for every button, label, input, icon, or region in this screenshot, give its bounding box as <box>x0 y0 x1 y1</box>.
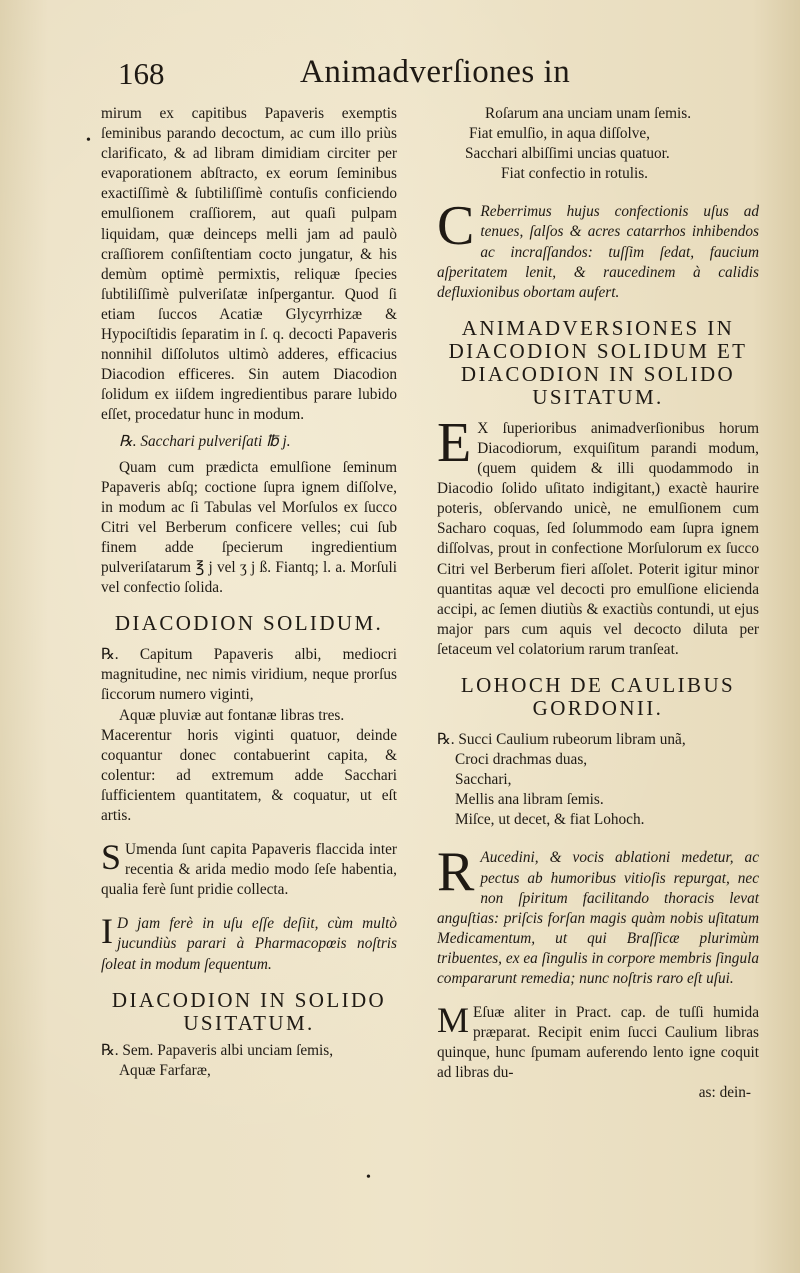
recipe-line: ℞. Sacchari pulveriſati ℔ j. <box>119 432 291 450</box>
paragraph: I D jam ferè in uſu eſſe deſiit, cùm multò jucundiùs parari à Pharmacopœis noſtris ſoleat in modum ſequentum. <box>101 911 397 973</box>
running-head: Animadverſiones in <box>300 54 571 90</box>
section-heading: LOHOCH DE CAULIBUS <box>460 672 736 697</box>
recipe-line: Mellis ana libram ſemis. <box>455 791 604 809</box>
paragraph: C Reberrimus hujus confectionis uſus ad tenues, ſalſos & acres catarrhos inhibendos ac incraſſandos: tuſſim ſedat, faucium aſperitatem lenit, & raucedinem à calidis defluxionibus obortam aufert. <box>437 195 759 301</box>
paragraph: S Umenda ſunt capita Papaveris flaccida inter recentia & arida medio modo ſeſe habentia, qualia ferè ſunt pridie collecta. <box>101 837 397 899</box>
section-heading: DIACODION IN SOLIDO <box>460 361 736 386</box>
section-heading: DIACODION IN SOLIDO <box>111 987 387 1012</box>
recipe-line: Aquæ Farfaræ, <box>119 1061 211 1079</box>
paragraph: M Eſuæ aliter in Pract. cap. de tuſſi humida præparat. Recipit enim ſucci Caulium libras quinque, hunc ſpumam auferendo lento igne coquit ad libras du- <box>437 1000 759 1082</box>
drop-cap: C <box>437 195 475 258</box>
paragraph: R Aucedini, & vocis ablationi medetur, ac pectus ab humoribus vitioſis repurgat, nec non ſpiritum facilitando thoracis levat anguſtias: priſcis forſan magis quàm nobis uſitatum Medicamentum, ut qui Braſſicæ plurimùm tribuentes, ex ea ſingulis in corpore membris ſingula compararunt remedia; nunc noſtris raro eſt uſui. <box>437 841 759 987</box>
paragraph: mirum ex capitibus Papaveris exemptis ſeminibus parando decoctum, ac cum illo priùs clarificato, & ad libram dimidiam circiter per evaporationem abſtracto, ex eorum ſeminibus exactiſſimè & ſubtiliſſimè contuſis conficiendo emulſionem craſſiorem, aut quaſi pulpam liquidam, quæ deinceps melli jam ad paulò craſſiorem conſiſtentiam cocto jungatur, & his demùm optimè permixtis, reliquæ ſpecies ſubtiliſſimè pulveriſatæ inſpergantur. Quod ſi etiam ſuccos Acatiæ Glycyrrhizæ & Hypociſtidis ſeparatim in ſ. q. decocti Papaveris nonnihil diſſolutos ultimò adderes, efficacius Diacodion efficeres. Sin autem Diacodion ſolidum ex iiſdem ingredientibus parare lubido eſſet, procedatur hunc in modum. <box>101 105 397 424</box>
recipe-line: Miſce, ut decet, & fiat Lohoch. <box>455 811 645 829</box>
recipe-line: Fiat confectio in rotulis. <box>501 165 648 183</box>
drop-cap: S <box>101 837 122 878</box>
paragraph: Quam cum prædicta emulſione ſeminum Papaveris abſq; coctione ſupra ignem diſſolve, in modum ac ſi Tabulas vel Morſulos ex ſucco Citri vel Berberum conficere velles; cui ſub finem adde ſpecierum ingredientium pulveriſatarum ℥ j vel ʒ j ß. Fiantq; l. a. Morſuli vel confectio ſolida. <box>101 458 397 597</box>
recipe-line: Roſarum ana unciam unam ſemis. <box>485 105 692 122</box>
page-number: 168 <box>118 56 165 91</box>
paragraph: Macerentur horis viginti quatuor, deinde coquantur donec contabuerint capita, & colentur: ad extremum adde Sacchari ſufficientem quantitatem, & coquatur, ut eſt artis. <box>101 726 397 824</box>
drop-cap: I <box>101 911 113 952</box>
section-heading: USITATUM. <box>183 1010 315 1035</box>
ornament-mark: • <box>366 1170 371 1185</box>
drop-cap: M <box>437 1000 470 1041</box>
section-heading: DIACODION SOLIDUM. <box>114 611 384 636</box>
section-heading: USITATUM. <box>532 384 664 409</box>
recipe-line: ℞. Succi Caulium rubeorum libram unã, <box>437 730 686 748</box>
recipe-line: Aquæ pluviæ aut fontanæ libras tres. <box>119 706 345 724</box>
recipe-line: Sacchari albiſſimi uncias quatuor. <box>465 145 670 163</box>
recipe-line: Fiat emulſio, in aqua diſſolve, <box>469 125 650 143</box>
recipe-line: Croci drachmas duas, <box>455 751 588 769</box>
right-column <box>437 104 759 1104</box>
paragraph: E X ſuperioribus animadverſionibus horum Diacodiorum, exquiſitum parandi modum, (quem quidem & illi quodammodo in Diacodio ſolido uſitato indigitant,) exactè haurire poteris, obſervando unicè, ne emulſionem cum Sacharo coquas, ſed ſolummodo eam ſupra ignem diſſolvas, prout in confectione Morſulorum ex ſucco Citri vel Berberum fieri aſſolet. Poterit igitur minor quantitas aquæ vel decocti pro emulſione elicienda accipi, ac ſemen diutiùs & exactiùs contundi, ut ejus major pars cum aquis vel decocto diluta per ſetaceum vel colatorium rarum tranſeat. <box>437 411 759 658</box>
margin-mark: • <box>86 133 91 148</box>
recipe-line: ℞. Sem. Papaveris albi unciam ſemis, <box>101 1041 334 1059</box>
page-header <box>0 52 800 102</box>
section-heading: DIACODION SOLIDUM ET <box>448 338 748 363</box>
drop-cap: R <box>437 841 475 904</box>
left-column <box>101 104 397 1081</box>
recipe-line: Sacchari, <box>455 771 512 789</box>
section-heading: GORDONII. <box>532 695 664 720</box>
section-heading: ANIMADVERSIONES IN <box>461 315 735 340</box>
drop-cap: E <box>437 411 472 474</box>
recipe-line: ℞. Capitum Papaveris albi, mediocri magnitudine, nec nimis viridium, neque prorſus ſiccorum numero viginti, <box>101 646 397 704</box>
catchword: as: dein- <box>698 1084 751 1102</box>
